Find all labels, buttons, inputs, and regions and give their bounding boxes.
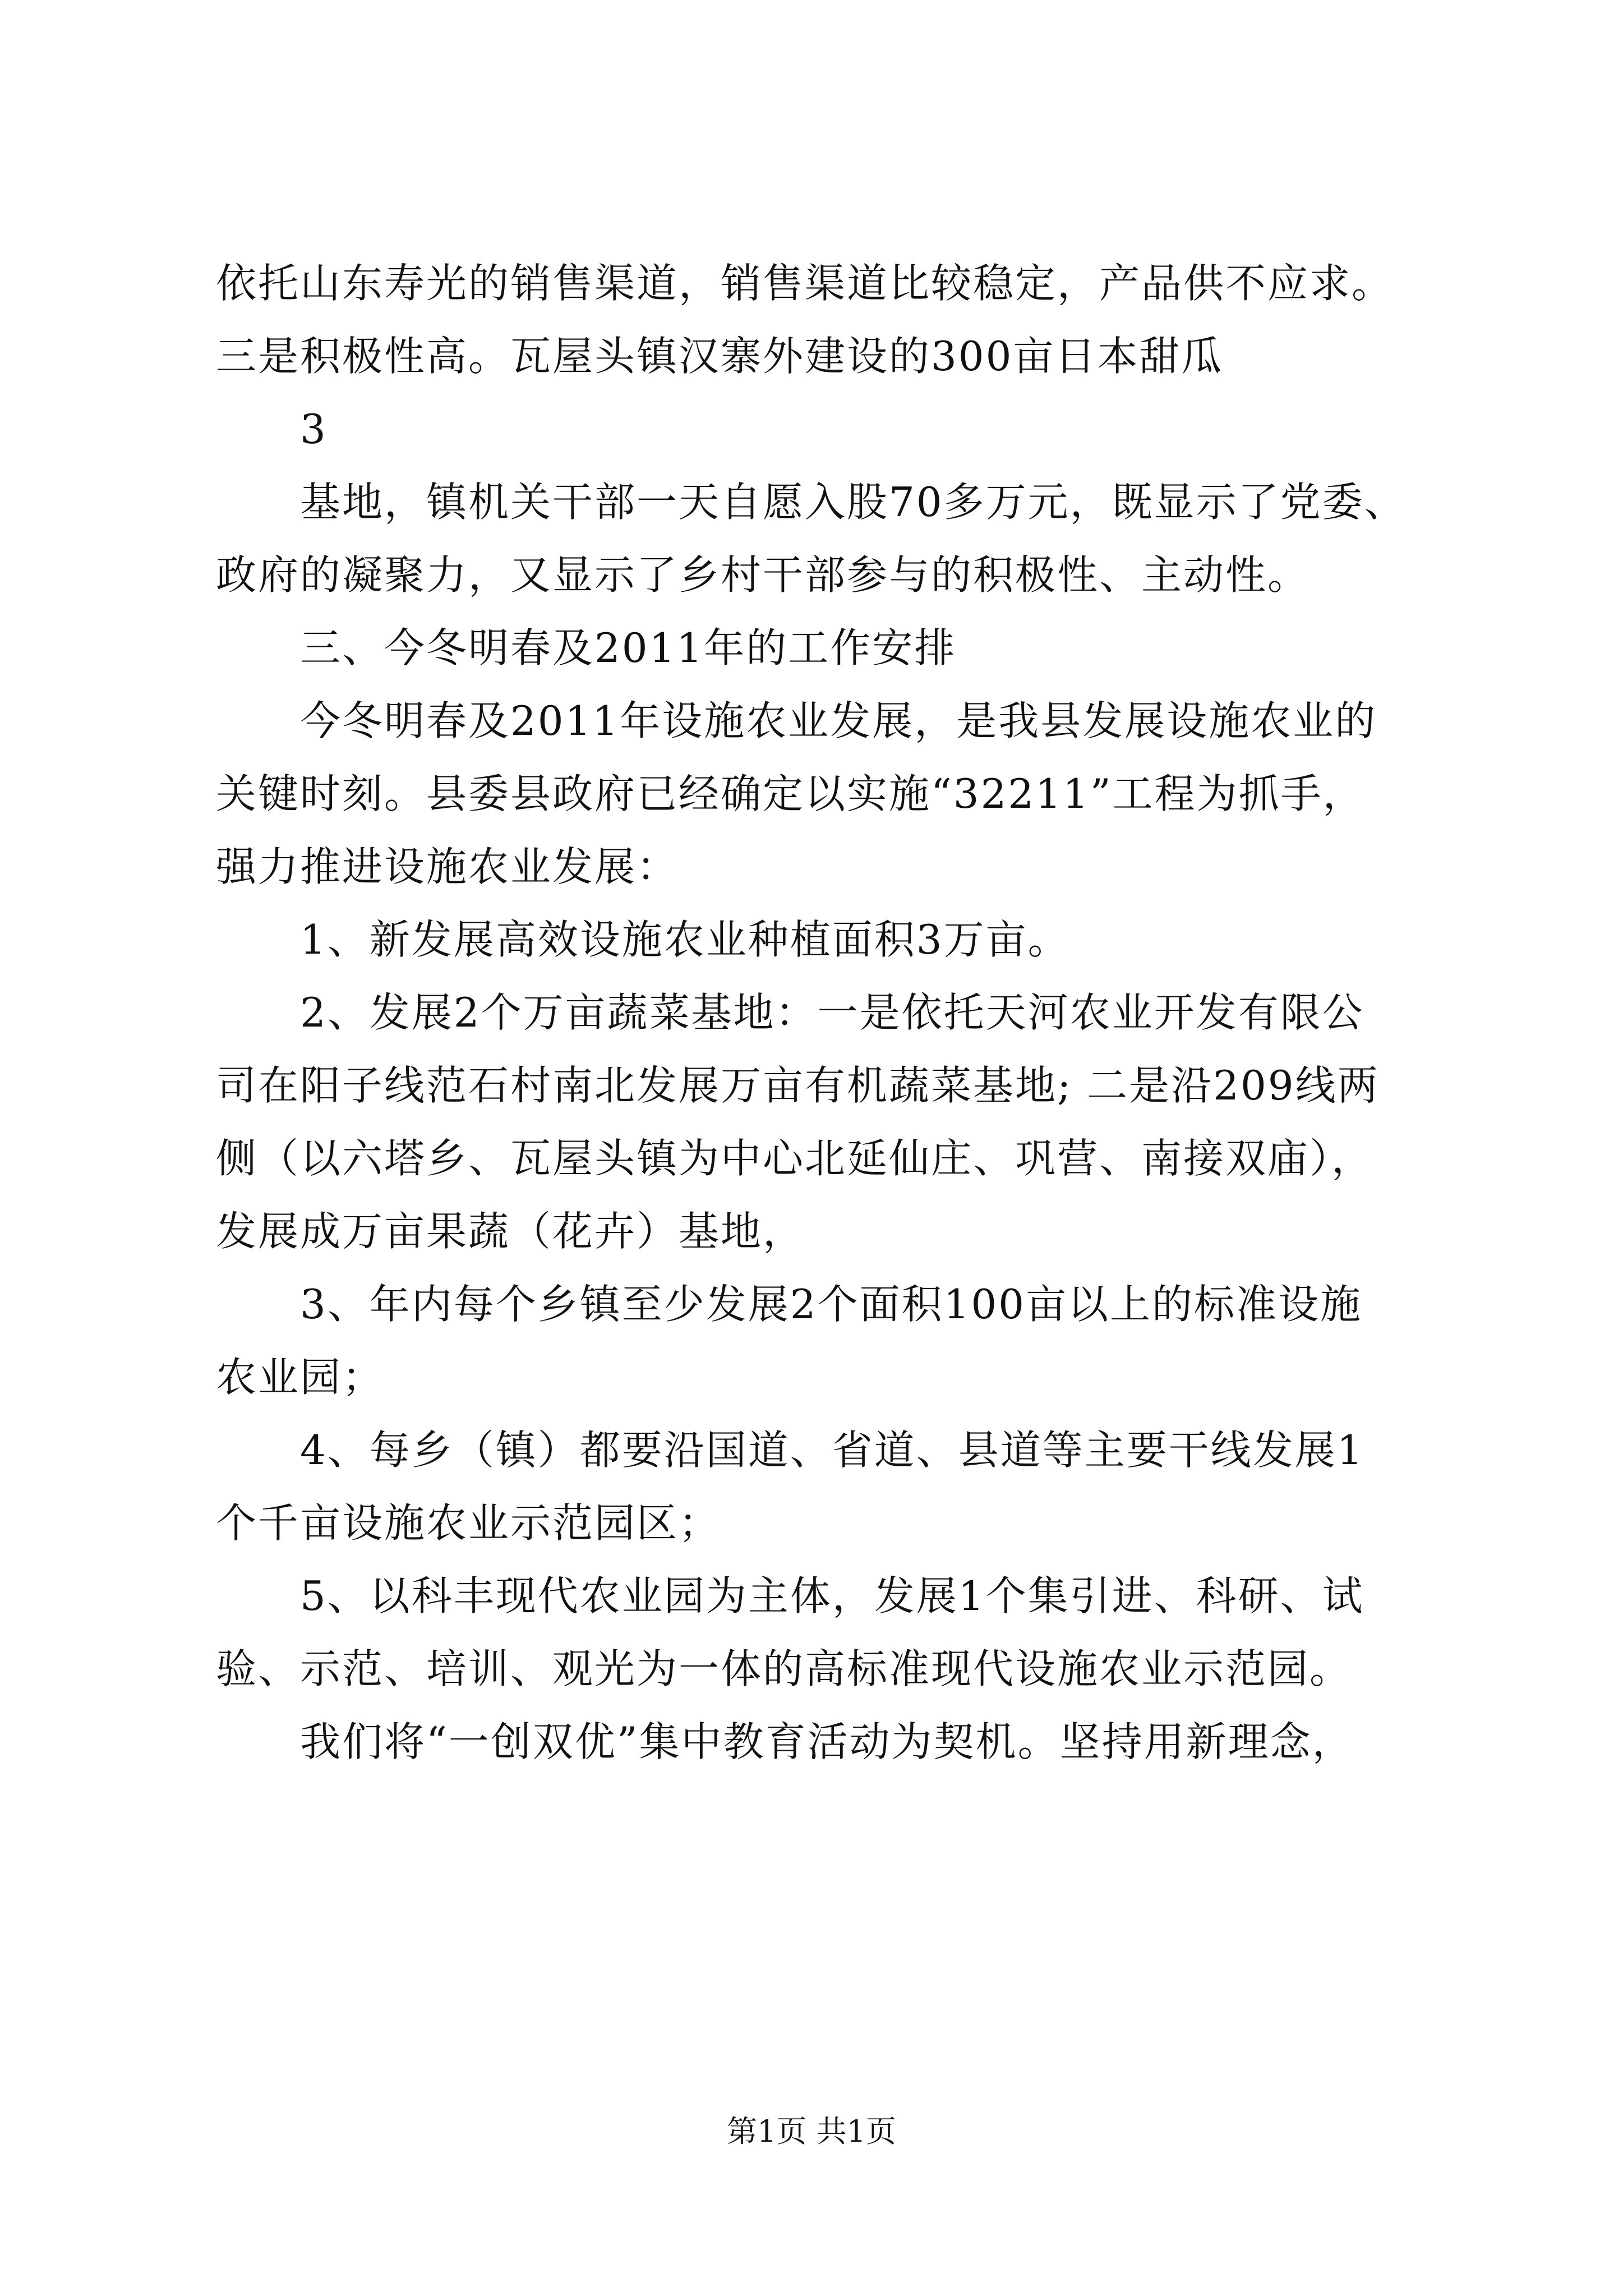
text-line: 基地，镇机关干部一天自愿入股70多万元，既显示了党委、 [300, 478, 1407, 526]
list-item: 3、年内每个乡镇至少发展2个面积100亩以上的标准设施 [300, 1281, 1363, 1328]
document-body [216, 247, 1422, 1778]
text-line: 个千亩设施农业示范园区； [216, 1499, 721, 1547]
page-footer: 第1页 共1页 [727, 2114, 896, 2149]
section-heading: 三、今冬明春及2011年的工作安排 [300, 624, 957, 671]
text-line: 侧（以六塔乡、瓦屋头镇为中心北延仙庄、巩营、南接双庙）， [216, 1135, 1374, 1182]
page-marker: 3 [300, 406, 328, 453]
text-line: 今冬明春及2011年设施农业发展，是我县发展设施农业的 [300, 697, 1377, 744]
text-line: 强力推进设施农业发展： [216, 843, 679, 890]
text-line: 验、示范、培训、观光为一体的高标准现代设施农业示范园。 [216, 1645, 1352, 1692]
list-item: 2、发展2个万亩蔬菜基地：一是依托天河农业开发有限公 [300, 989, 1364, 1036]
text-line: 依托山东寿光的销售渠道，销售渠道比较稳定，产品供不应求。 [216, 260, 1394, 307]
text-line: 我们将“一创双优”集中教育活动为契机。坚持用新理念， [300, 1718, 1354, 1765]
text-line: 三是积极性高。瓦屋头镇汉寨外建设的300亩日本甜瓜 [216, 333, 1224, 380]
text-line: 农业园； [216, 1354, 385, 1401]
text-line: 司在阳子线范石村南北发展万亩有机蔬菜基地; 二是沿209线两 [216, 1062, 1380, 1109]
list-item: 1、新发展高效设施农业种植面积3万亩。 [300, 916, 1070, 963]
text-line: 发展成万亩果蔬（花卉）基地， [216, 1208, 805, 1255]
list-item: 5、以科丰现代农业园为主体，发展1个集引进、科研、试 [300, 1572, 1364, 1619]
list-item: 4、每乡（镇）都要沿国道、省道、县道等主要干线发展1 [300, 1427, 1364, 1474]
text-line: 关键时刻。县委县政府已经确定以实施“32211”工程为抓手， [216, 770, 1365, 817]
text-line: 政府的凝聚力，又显示了乡村干部参与的积极性、主动性。 [216, 551, 1310, 599]
